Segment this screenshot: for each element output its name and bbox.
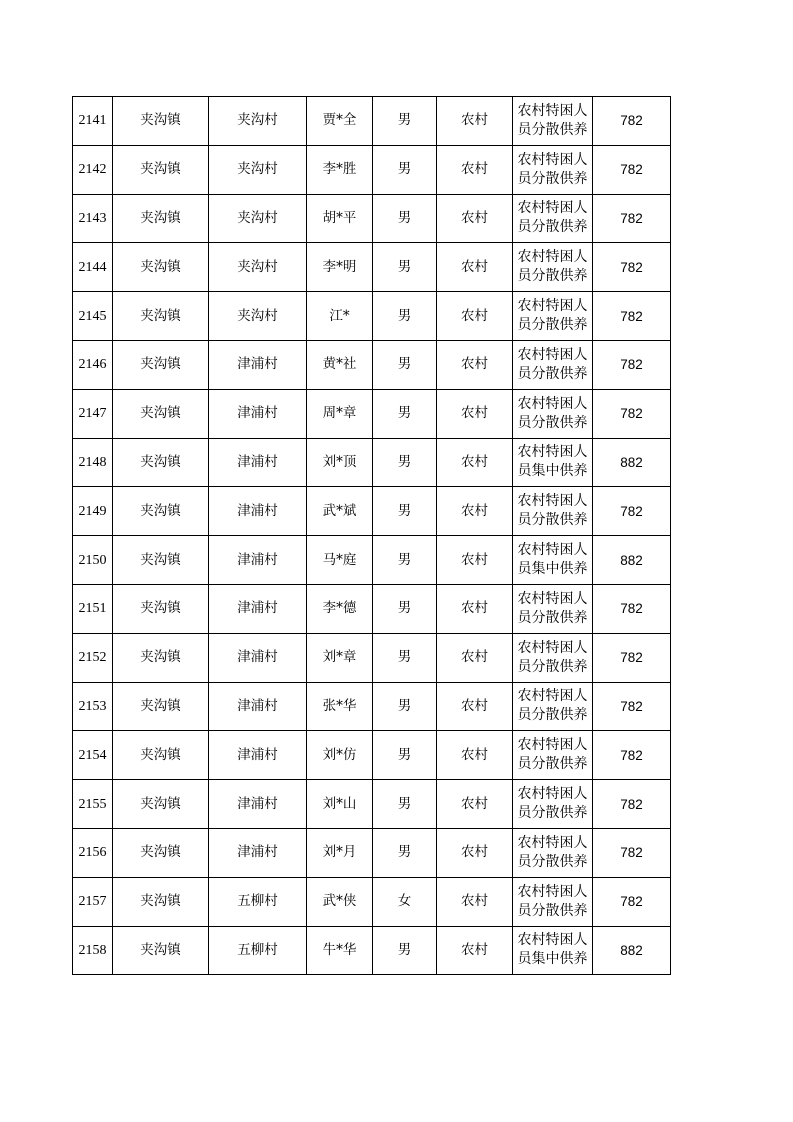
- town-cell: 夹沟镇: [113, 438, 209, 487]
- gender-cell: 男: [373, 145, 437, 194]
- household-cell: 农村: [437, 536, 513, 585]
- village-cell: 津浦村: [209, 828, 307, 877]
- amount-cell: 782: [593, 877, 671, 926]
- household-cell: 农村: [437, 243, 513, 292]
- name-cell: 李*胜: [307, 145, 373, 194]
- village-cell: 津浦村: [209, 340, 307, 389]
- gender-cell: 男: [373, 584, 437, 633]
- amount-cell: 782: [593, 389, 671, 438]
- town-cell: 夹沟镇: [113, 145, 209, 194]
- table-row: [73, 536, 671, 585]
- town-cell: 夹沟镇: [113, 926, 209, 975]
- village-cell: 津浦村: [209, 438, 307, 487]
- household-cell: 农村: [437, 145, 513, 194]
- village-cell: 夹沟村: [209, 194, 307, 243]
- category-cell: 农村特困人员集中供养: [513, 536, 593, 585]
- village-cell: 夹沟村: [209, 145, 307, 194]
- category-cell: 农村特困人员分散供养: [513, 145, 593, 194]
- household-cell: 农村: [437, 292, 513, 341]
- amount-cell: 782: [593, 584, 671, 633]
- gender-cell: 男: [373, 682, 437, 731]
- town-cell: 夹沟镇: [113, 389, 209, 438]
- name-cell: 武*侠: [307, 877, 373, 926]
- category-cell: 农村特困人员分散供养: [513, 584, 593, 633]
- category-cell: 农村特困人员分散供养: [513, 340, 593, 389]
- gender-cell: 男: [373, 828, 437, 877]
- row-number-cell: 2149: [73, 487, 113, 536]
- village-cell: 五柳村: [209, 926, 307, 975]
- amount-cell: 882: [593, 926, 671, 975]
- town-cell: 夹沟镇: [113, 292, 209, 341]
- row-number-cell: 2147: [73, 389, 113, 438]
- gender-cell: 男: [373, 731, 437, 780]
- table-row: [73, 584, 671, 633]
- gender-cell: 男: [373, 780, 437, 829]
- village-cell: 夹沟村: [209, 243, 307, 292]
- name-cell: 牛*华: [307, 926, 373, 975]
- village-cell: 津浦村: [209, 682, 307, 731]
- records-table-body: [73, 97, 671, 975]
- amount-cell: 782: [593, 194, 671, 243]
- gender-cell: 男: [373, 389, 437, 438]
- category-cell: 农村特困人员分散供养: [513, 877, 593, 926]
- household-cell: 农村: [437, 877, 513, 926]
- name-cell: 张*华: [307, 682, 373, 731]
- row-number-cell: 2151: [73, 584, 113, 633]
- table-row: [73, 780, 671, 829]
- town-cell: 夹沟镇: [113, 97, 209, 146]
- row-number-cell: 2142: [73, 145, 113, 194]
- town-cell: 夹沟镇: [113, 633, 209, 682]
- name-cell: 李*明: [307, 243, 373, 292]
- category-cell: 农村特困人员分散供养: [513, 828, 593, 877]
- amount-cell: 782: [593, 780, 671, 829]
- table-row: [73, 194, 671, 243]
- gender-cell: 男: [373, 487, 437, 536]
- table-row: [73, 828, 671, 877]
- town-cell: 夹沟镇: [113, 243, 209, 292]
- name-cell: 黄*社: [307, 340, 373, 389]
- table-row: [73, 487, 671, 536]
- name-cell: 胡*平: [307, 194, 373, 243]
- town-cell: 夹沟镇: [113, 828, 209, 877]
- row-number-cell: 2145: [73, 292, 113, 341]
- amount-cell: 782: [593, 682, 671, 731]
- table-row: [73, 389, 671, 438]
- row-number-cell: 2141: [73, 97, 113, 146]
- category-cell: 农村特困人员分散供养: [513, 780, 593, 829]
- village-cell: 夹沟村: [209, 292, 307, 341]
- category-cell: 农村特困人员分散供养: [513, 487, 593, 536]
- row-number-cell: 2143: [73, 194, 113, 243]
- table-row: [73, 731, 671, 780]
- table-row: [73, 97, 671, 146]
- household-cell: 农村: [437, 97, 513, 146]
- name-cell: 武*斌: [307, 487, 373, 536]
- name-cell: 刘*仿: [307, 731, 373, 780]
- name-cell: 李*德: [307, 584, 373, 633]
- village-cell: 津浦村: [209, 780, 307, 829]
- category-cell: 农村特困人员分散供养: [513, 633, 593, 682]
- row-number-cell: 2155: [73, 780, 113, 829]
- village-cell: 津浦村: [209, 731, 307, 780]
- village-cell: 五柳村: [209, 877, 307, 926]
- row-number-cell: 2156: [73, 828, 113, 877]
- name-cell: 贾*全: [307, 97, 373, 146]
- amount-cell: 782: [593, 731, 671, 780]
- records-table: [72, 96, 671, 975]
- table-row: [73, 877, 671, 926]
- table-row: [73, 340, 671, 389]
- category-cell: 农村特困人员集中供养: [513, 926, 593, 975]
- amount-cell: 782: [593, 828, 671, 877]
- amount-cell: 782: [593, 340, 671, 389]
- row-number-cell: 2154: [73, 731, 113, 780]
- town-cell: 夹沟镇: [113, 877, 209, 926]
- table-row: [73, 145, 671, 194]
- category-cell: 农村特困人员分散供养: [513, 682, 593, 731]
- category-cell: 农村特困人员分散供养: [513, 243, 593, 292]
- name-cell: 马*庭: [307, 536, 373, 585]
- amount-cell: 782: [593, 487, 671, 536]
- name-cell: 刘*月: [307, 828, 373, 877]
- amount-cell: 882: [593, 438, 671, 487]
- household-cell: 农村: [437, 731, 513, 780]
- table-row: [73, 926, 671, 975]
- town-cell: 夹沟镇: [113, 194, 209, 243]
- table-row: [73, 243, 671, 292]
- row-number-cell: 2158: [73, 926, 113, 975]
- gender-cell: 男: [373, 97, 437, 146]
- table-row: [73, 438, 671, 487]
- table-row: [73, 682, 671, 731]
- table-row: [73, 633, 671, 682]
- household-cell: 农村: [437, 584, 513, 633]
- amount-cell: 782: [593, 292, 671, 341]
- town-cell: 夹沟镇: [113, 584, 209, 633]
- household-cell: 农村: [437, 487, 513, 536]
- name-cell: 刘*章: [307, 633, 373, 682]
- household-cell: 农村: [437, 828, 513, 877]
- category-cell: 农村特困人员分散供养: [513, 194, 593, 243]
- town-cell: 夹沟镇: [113, 780, 209, 829]
- row-number-cell: 2152: [73, 633, 113, 682]
- amount-cell: 882: [593, 536, 671, 585]
- name-cell: 江*: [307, 292, 373, 341]
- row-number-cell: 2146: [73, 340, 113, 389]
- amount-cell: 782: [593, 243, 671, 292]
- amount-cell: 782: [593, 145, 671, 194]
- household-cell: 农村: [437, 926, 513, 975]
- village-cell: 津浦村: [209, 487, 307, 536]
- town-cell: 夹沟镇: [113, 536, 209, 585]
- amount-cell: 782: [593, 97, 671, 146]
- amount-cell: 782: [593, 633, 671, 682]
- town-cell: 夹沟镇: [113, 487, 209, 536]
- gender-cell: 男: [373, 340, 437, 389]
- gender-cell: 男: [373, 633, 437, 682]
- name-cell: 刘*顶: [307, 438, 373, 487]
- village-cell: 津浦村: [209, 584, 307, 633]
- household-cell: 农村: [437, 633, 513, 682]
- gender-cell: 男: [373, 536, 437, 585]
- town-cell: 夹沟镇: [113, 340, 209, 389]
- household-cell: 农村: [437, 682, 513, 731]
- gender-cell: 女: [373, 877, 437, 926]
- village-cell: 夹沟村: [209, 97, 307, 146]
- village-cell: 津浦村: [209, 536, 307, 585]
- row-number-cell: 2157: [73, 877, 113, 926]
- town-cell: 夹沟镇: [113, 731, 209, 780]
- household-cell: 农村: [437, 194, 513, 243]
- row-number-cell: 2153: [73, 682, 113, 731]
- household-cell: 农村: [437, 340, 513, 389]
- village-cell: 津浦村: [209, 389, 307, 438]
- table-row: [73, 292, 671, 341]
- category-cell: 农村特困人员分散供养: [513, 731, 593, 780]
- gender-cell: 男: [373, 243, 437, 292]
- household-cell: 农村: [437, 389, 513, 438]
- gender-cell: 男: [373, 926, 437, 975]
- gender-cell: 男: [373, 194, 437, 243]
- category-cell: 农村特困人员分散供养: [513, 292, 593, 341]
- category-cell: 农村特困人员分散供养: [513, 97, 593, 146]
- gender-cell: 男: [373, 292, 437, 341]
- household-cell: 农村: [437, 438, 513, 487]
- row-number-cell: 2148: [73, 438, 113, 487]
- row-number-cell: 2144: [73, 243, 113, 292]
- category-cell: 农村特困人员分散供养: [513, 389, 593, 438]
- village-cell: 津浦村: [209, 633, 307, 682]
- household-cell: 农村: [437, 780, 513, 829]
- town-cell: 夹沟镇: [113, 682, 209, 731]
- name-cell: 刘*山: [307, 780, 373, 829]
- gender-cell: 男: [373, 438, 437, 487]
- row-number-cell: 2150: [73, 536, 113, 585]
- category-cell: 农村特困人员集中供养: [513, 438, 593, 487]
- name-cell: 周*章: [307, 389, 373, 438]
